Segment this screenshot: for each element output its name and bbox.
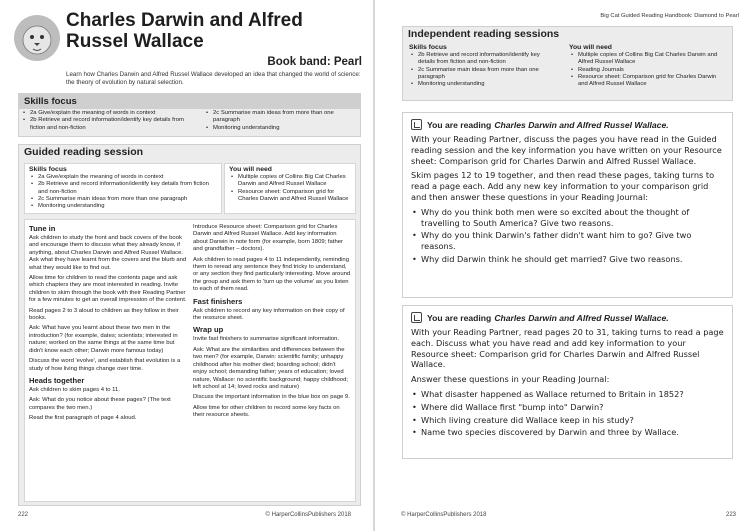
pencil-icon <box>411 312 422 323</box>
guided-skills <box>24 163 222 214</box>
question-item: • What disaster happened as Wallace returned to Britain in 1852? <box>411 389 724 400</box>
paragraph: Introduce Resource sheet: Comparison grid for Charles Darwin and Alfred Russel Wallace. Add key information about Darwin in note form (for example, born 1809; father and grandfather – doctors). <box>193 224 343 253</box>
paragraph: Ask children to skim pages 4 to 11. <box>29 386 120 393</box>
independent-skills <box>406 43 561 89</box>
paragraph: With your Reading Partner, read pages 20 to 31, taking turns to read a page each. Discuss what you have read and add key information to your Resource sheet: Comparison grid for Charles Darwin and Alfred Russel Wallace. <box>411 327 724 370</box>
question-item: • Why do you think both men were so excited about the thought of travelling to South America? Give two reasons. <box>411 207 724 229</box>
list-item: • 2b Retrieve and record information/identify key details from fiction and non-fiction <box>409 52 558 67</box>
question-item: • Why did Darwin think he should get married? Give two reasons. <box>411 254 724 265</box>
heads-together-heading: Heads together <box>29 375 85 385</box>
guided-need <box>224 163 356 214</box>
skills-list-col1 <box>21 110 199 132</box>
running-head: Big Cat Guided Reading Handbook: Diamond to Pearl <box>600 13 739 19</box>
list-item: • Multiple copies of Collins Big Cat Charles Darwin and Alfred Russel Wallace <box>569 52 725 67</box>
question-item: • Where did Wallace first "bump into" Darwin? <box>411 402 724 413</box>
pencil-icon <box>411 119 422 130</box>
list-item: • Monitoring understanding <box>204 125 354 132</box>
paragraph: Answer these questions in your Reading Journal: <box>411 374 610 385</box>
list-item: • Resource sheet: Comparison grid for Charles Darwin and Alfred Russel Wallace <box>229 189 351 204</box>
intro-text: Learn how Charles Darwin and Alfred Russel Wallace developed an idea that changed the world of science: the theory of evolution by natural selection. <box>66 71 361 86</box>
left-page <box>0 0 373 531</box>
paragraph: Read the first paragraph of page 4 aloud. <box>29 415 137 422</box>
reading-card-1 <box>402 112 733 298</box>
list-item: • Resource sheet: Comparison grid for Charles Darwin and Alfred Russel Wallace <box>569 74 725 89</box>
independent-need-heading: You will need <box>569 44 612 51</box>
skills-focus-box <box>18 93 361 137</box>
paragraph: Skim pages 12 to 19 together, and then read these pages, taking turns to read a page each. Add any new key information to your comparison grid and then answer these questions in your Reading Journal: <box>411 170 715 202</box>
skills-focus-heading: Skills focus <box>19 94 360 109</box>
card-1-heading <box>411 119 724 130</box>
list-item: • 2a Give/explain the meaning of words in context <box>21 110 199 117</box>
card-heading-title: Charles Darwin and Alfred Russel Wallace. <box>494 119 669 130</box>
guided-skills-heading: Skills focus <box>29 166 67 173</box>
paragraph: Ask: What have you learnt about these two men in the introduction? (for example, dates; scientists; interested in nature; worked on the same things at the same time but didn't know each other; Darwin more famous today) <box>29 325 178 354</box>
lion-logo-icon <box>12 11 62 65</box>
question-item: • Which living creature did Wallace keep in his study? <box>411 415 724 426</box>
copyright: © HarperCollinsPublishers 2018 <box>265 512 351 518</box>
list-item: • Monitoring understanding <box>409 81 558 88</box>
reading-card-2 <box>402 305 733 459</box>
list-item: • Monitoring understanding <box>29 203 217 210</box>
independent-need <box>566 43 728 89</box>
guided-session-heading: Guided reading session <box>19 145 360 161</box>
skills-list-col2 <box>204 110 354 132</box>
list-item: • 2c Summarise main ideas from more than one paragraph <box>29 196 217 203</box>
guided-body-col2 <box>193 224 351 423</box>
list-item: • 2b Retrieve and record information/identify key details from fiction and non-fiction <box>21 117 199 132</box>
paragraph: Ask children to read pages 4 to 11 independently, reminding them to reread any sentence they find tricky to understand, or any section they find particularly interesting. Move around the group and ask them to 'turn up the volume' as you listen to each of them read. <box>193 256 351 293</box>
guided-need-heading: You will need <box>229 166 272 173</box>
list-item: • Multiple copies of Collins Big Cat Charles Darwin and Alfred Russel Wallace <box>229 174 351 189</box>
tune-in-heading: Tune in <box>29 224 56 233</box>
independent-heading: Independent reading sessions <box>403 27 732 43</box>
page-title: Charles Darwin and Alfred Russel Wallace <box>66 10 303 52</box>
independent-sessions-box <box>402 26 733 101</box>
paragraph: Discuss the important information in the blue box on page 9. <box>193 394 350 401</box>
paragraph: Allow time for children to read the contents page and ask which chapters they are most interested in reading. Invite children to skim through the book with their Reading Partner for a few minutes to get an overall impression of the content. <box>29 275 187 304</box>
list-item: • 2a Give/explain the meaning of words in context <box>29 174 217 181</box>
wrap-up-heading: Wrap up <box>193 325 224 335</box>
page-number: 222 <box>18 512 29 518</box>
paragraph: Ask children to record any key information on their copy of the resource sheet. <box>193 307 345 322</box>
paragraph: Invite fast finishers to summarise significant information. <box>193 336 340 343</box>
paragraph: Read pages 2 to 3 aloud to children as they follow in their books. <box>29 307 179 322</box>
card-2-heading <box>411 312 724 323</box>
list-item: • 2c Summarise main ideas from more than one paragraph <box>204 110 354 125</box>
right-page <box>375 0 750 531</box>
question-item: • Why do you think Darwin's father didn't want him to go? Give two reasons. <box>411 230 724 252</box>
card-heading-prefix: You are reading <box>427 312 492 323</box>
paragraph: Allow time for other children to record some key facts on their resource sheets. <box>193 404 340 419</box>
paragraph: With your Reading Partner, discuss the pages you have read in the Guided reading session and the key information you have written on your Resource sheet: Comparison grid for Charles Darwin and Alfred Russel Wallace. <box>411 134 722 166</box>
book-band: Book band: Pearl <box>267 56 362 68</box>
paragraph: Ask: What are the similarities and differences between the two men? (for example, Darwin: scientific family; unhappy childhood after his mother died; boarding school; didn't enjoy school; demanding father; years of education; loved nature, Wallace: no scientific background; happy childhood; left school at 14; loved rocks and nature) <box>193 346 348 390</box>
list-item: • 2c Summarise main ideas from more than one paragraph <box>409 67 558 82</box>
guided-body <box>24 219 356 502</box>
list-item: • Reading Journals <box>569 67 725 74</box>
question-item: • Name two species discovered by Darwin and three by Wallace. <box>411 427 724 438</box>
list-item: • 2b Retrieve and record information/identify key details from fiction and non-fiction <box>29 181 217 196</box>
copyright: © HarperCollinsPublishers 2018 <box>401 512 487 518</box>
paragraph: Ask: What do you notice about these pages? (The text compares the two men.) <box>29 397 171 411</box>
guided-body-col1 <box>29 224 187 426</box>
card-heading-prefix: You are reading <box>427 119 492 130</box>
fast-finishers-heading: Fast finishers <box>193 296 243 306</box>
card-heading-title: Charles Darwin and Alfred Russel Wallace. <box>494 312 669 323</box>
paragraph: Discuss the word 'evolve', and establish that evolution is a study of how living things change over time. <box>29 358 181 372</box>
independent-skills-heading: Skills focus <box>409 44 447 51</box>
guided-session-box <box>18 144 361 506</box>
paragraph: Ask children to study the front and back covers of the book and encourage them to discuss what they already know, if anything, about Charles Darwin and Alfred Russel Wallace. Ask what they have learnt from the covers and the blurb and what they would like to find out. <box>29 235 187 271</box>
page-number: 223 <box>725 512 736 518</box>
